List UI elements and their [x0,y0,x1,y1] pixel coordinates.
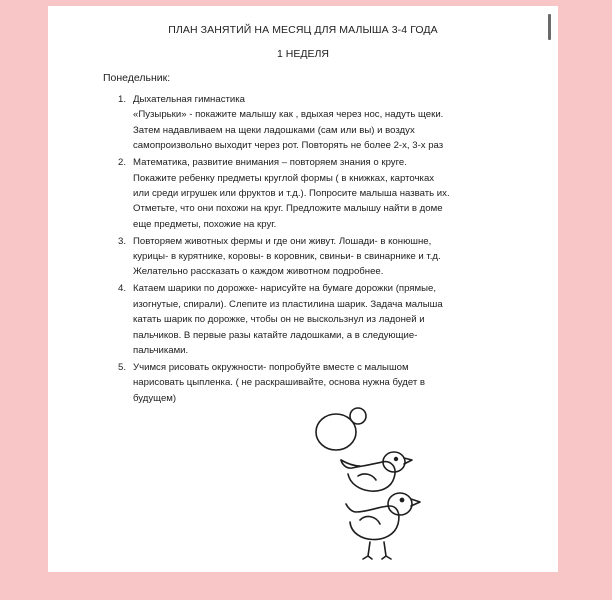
task-line: катать шарик по дорожке, чтобы он не выскользнул из ладоней и [133,314,425,326]
task-line: будущем) [133,392,177,404]
task-item [118,155,548,232]
task-item [118,92,548,154]
task-line: Повторяем животных фермы и где они живут. Лошади- в конюшне, [133,235,432,247]
task-line: или среди игрушек или фруктов и т.д.). Попросите малыша назвать их. [133,187,450,199]
task-number: 1. [118,94,127,105]
task-line: Покажите ребенку предметы круглой формы ( в книжках, карточках [133,172,435,184]
task-text [133,360,548,406]
task-line: Учимся рисовать окружности- попробуйте вместе с малышом [133,361,409,373]
document-page [48,6,558,572]
task-item [118,360,548,406]
task-line: курицы- в курятнике, коровы- в коровник, свиньи- в свинарнике и т.д. [133,251,441,263]
task-line: нарисовать цыпленка. ( не раскрашивайте, основа нужна будет в [133,377,426,389]
chick-final [346,493,420,559]
task-number: 5. [118,361,127,373]
task-line: Математика, развитие внимания – повторяем знания о круге. [133,157,407,169]
chick-drawing-steps [308,402,428,562]
task-list [118,92,548,408]
task-number: 2. [118,157,127,169]
task-line: «Пузырьки» - покажите малышу как , вдыхая через нос, надуть щеки. [133,109,444,121]
task-number: 4. [118,283,127,295]
task-line: пальчиками. [133,345,189,356]
document-title: ПЛАН ЗАНЯТИЙ НА МЕСЯЦ ДЛЯ МАЛЫША 3-4 ГОДА [168,24,438,36]
task-line: Дыхательная гимнастика [133,94,245,105]
task-text [133,92,548,154]
task-line: Затем надавливаем на щеки ладошками (сам или вы) и воздух [133,124,415,136]
task-line: пальчиков. В первые разы катайте ладошками, а в следующие- [133,329,418,341]
task-text [133,234,548,280]
task-text [133,281,548,358]
task-line: изогнутые, спирали). Слепите из пластилина шарик. Задача малыша [133,298,443,310]
task-item [118,234,548,280]
circles-sketch [316,408,366,450]
task-line: еще предметы, похожие на круг. [133,218,277,230]
week-heading: 1 НЕДЕЛЯ [277,48,329,60]
task-line: Катаем шарики по дорожке- нарисуйте на бумаге дорожки (прямые, [133,283,436,295]
task-line: самопроизвольно выходит через рот. Повторять не более 2-х, 3-х раз [133,140,444,152]
task-item [118,281,548,358]
task-line: Отметьте, что они похожи на круг. Предложите малышу найти в доме [133,203,443,215]
day-label: Понедельник: [103,72,171,84]
task-line: Желательно рассказать о каждом животном подробнее. [133,266,384,278]
chick-sketch-step [341,452,412,491]
task-number: 3. [118,235,127,247]
task-text [133,155,548,232]
